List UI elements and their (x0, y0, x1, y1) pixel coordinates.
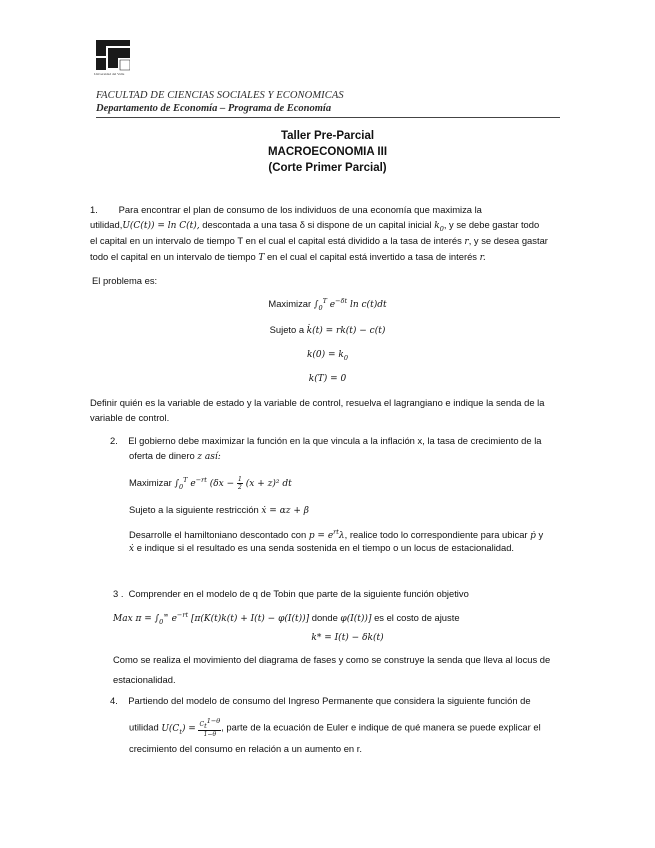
q2-max-label: Maximizar (129, 477, 172, 488)
q1-text: descontada a una tasa δ si dispone de un capital inicial (202, 219, 432, 230)
q1-utility-math: U(C(t)) = ln C(t), (122, 221, 200, 231)
q3-text-1: Como se realiza el movimiento del diagrama de fases y como se construye la senda que lleva al locus de (113, 654, 551, 665)
q2-text: , realice todo lo correspondiente para ubicar (344, 529, 528, 540)
q2-develop-1: Desarrolle el hamiltoniano descontado con $p = e^{rt}\lambda$, realice todo lo correspondiente para ubicar ṗ y (129, 528, 544, 541)
title-line-1: Taller Pre-Parcial (280, 130, 375, 142)
q1-integrand: ln c(t)dt (349, 300, 387, 310)
logo-caption: Universidad del Valle (94, 72, 125, 76)
q1-closing-2: variable de control. (90, 412, 170, 423)
university-logo-icon (96, 40, 130, 86)
q1-subject-expr: k̇(t) = rk(t) − c(t) (306, 326, 386, 336)
q4-text: utilidad (129, 721, 159, 733)
q1-initial-condition: $k(0) = k_0$ (306, 350, 349, 362)
q1-r: r. (479, 253, 486, 263)
q1-text: , y se debe gastar todo (443, 219, 540, 230)
q2-line-2 (129, 449, 221, 464)
q4-text: , parte de la ecuación de Euler e indique de qué manera se puede explicar el (221, 721, 541, 733)
q1-T: T (258, 253, 265, 263)
q1-r: r (464, 237, 469, 247)
q1-terminal-condition: k(T) = 0 (308, 374, 347, 384)
q1-text: , y se desea gastar (468, 235, 548, 246)
q2-line-1: 2. El gobierno debe maximizar la función en la que vincula a la inflación x, la tasa de crecimiento de la (110, 435, 542, 446)
q1-k0: $k_0$ (434, 221, 444, 233)
department-name: Departamento de Economía – Programa de Economía (96, 103, 332, 114)
q2-text: oferta de dinero (129, 450, 195, 461)
q4-line-2: utilidad $U(C_t)$ = $\frac{C_t^{1-\theta}}{1-\theta}$ , parte de la ecuación de Euler e indique de qué manera se puede explicar el (129, 717, 541, 739)
q1-text: el capital en un intervalo de tiempo T en el cual el capital está dividido a la tasa de interés (90, 235, 462, 246)
q1-text: utilidad, (90, 219, 123, 230)
q3-text: es el costo de ajuste (374, 612, 460, 623)
faculty-name: FACULTAD DE CIENCIAS SOCIALES Y ECONOMICAS (96, 90, 344, 101)
q2-text: Desarrolle el hamiltoniano descontado con (129, 529, 307, 540)
title-line-2: MACROECONOMIA III (267, 146, 388, 158)
q3-text-2: estacionalidad. (113, 674, 176, 685)
q2-develop-2: ẋ e indique si el resultado es una senda sostenida en el tiempo o un locus de estacionalidad. (129, 542, 515, 554)
q2-restriction (129, 503, 309, 518)
q2-text: e indique si el resultado es una senda sostenida en el tiempo o un locus de estacionalidad. (136, 542, 515, 553)
q3-text: donde (311, 612, 338, 623)
q3-line-1: 3 . Comprender en el modelo de q de Tobin que parte de la siguiente función objetivo (113, 588, 469, 599)
q2-math: z así: (197, 452, 221, 462)
q1-line-3 (90, 234, 548, 249)
q3-equation: k* = I(t) − δk(t) (311, 633, 384, 643)
q1-max-label: Maximizar (268, 298, 312, 309)
q1-exp: e (329, 300, 336, 310)
q2-objective: Maximizar $\int_0^T$ $e^{-rt}$ (δx − $\frac{1}{2}$ (x + z)² dt (129, 476, 292, 491)
q1-problem-label: El problema es: (92, 275, 158, 286)
q1-text: todo el capital en un intervalo de tiempo (90, 251, 256, 262)
header-divider (96, 117, 560, 118)
q1-closing-1: Definir quién es la variable de estado y la variable de control, resuelva el lagrangiano e indique la senda de la (90, 397, 545, 408)
q3-objective: Max $\pi = \int_0^\infty$ $e^{-rt}$ [π(K(t)k(t) + I(t) − φ(I(t))] donde φ(I(t))] es el costo de ajuste (113, 611, 460, 626)
q1-line-1: 1. Para encontrar el plan de consumo de los individuos de una economía que maximiza la (90, 204, 482, 215)
q2-restr-label: Sujeto a la siguiente restricción (129, 504, 259, 515)
q1-text: en el cual el capital está invertido a tasa de interés (266, 251, 477, 262)
q1-subject-label: Sujeto a (269, 324, 305, 335)
q1-objective: Maximizar $\int_0^T$ $e^{-\delta t}$ ln c(t)dt (268, 297, 387, 312)
q4-line-1: 4. Partiendo del modelo de consumo del Ingreso Permanente que considera la siguiente función de (110, 695, 531, 706)
title-line-3: (Corte Primer Parcial) (268, 162, 387, 174)
q1-constraint (0, 324, 655, 336)
q4-line-3: crecimiento del consumo en relación a un aumento en r. (129, 743, 362, 754)
q1-line-4 (90, 250, 486, 265)
q2-restr-expr: ẋ = αz + β (261, 506, 309, 516)
